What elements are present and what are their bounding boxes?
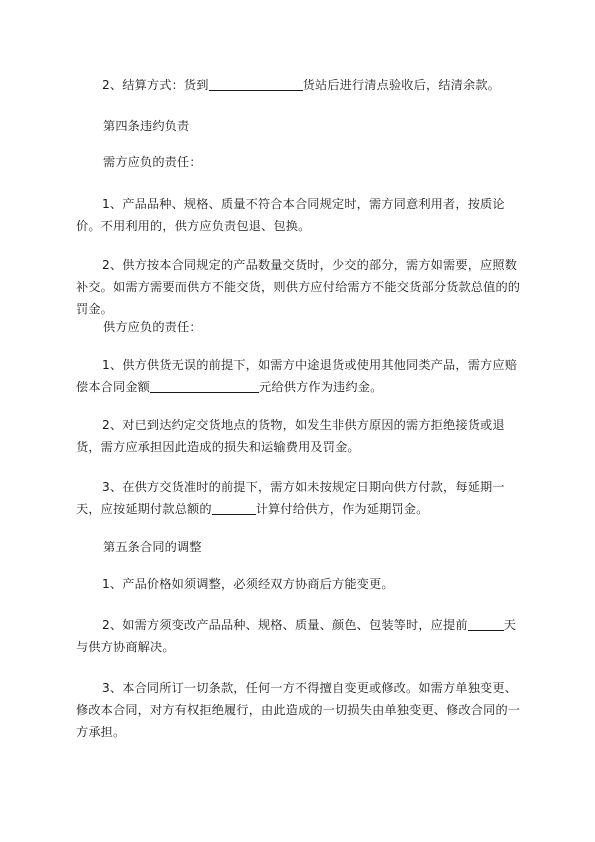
- supplier-item-1-before: 1、供方供货无误的前提下，如需方中途退货或使用其他同类产品，需方应赔偿本合同金额: [76, 358, 518, 394]
- adjust-item-1: 1、产品价格如须调整，必须经双方协商后方能变更。: [102, 577, 394, 591]
- days-notice-blank: [468, 618, 504, 631]
- adjust-item-2: [76, 614, 526, 658]
- supplier-item-3-before: 3、在供方交货准时的前提下，需方如未按规定日期向供方付款，每延期一天，应按延期付款总额的: [76, 480, 505, 516]
- supplier-item-1: [76, 354, 526, 398]
- adjust-item-2-after: 天与供方协商解决。: [76, 618, 517, 654]
- supplier-item-3: [76, 476, 526, 520]
- adjust-item-2-before: 2、如需方须变改产品品种、规格、质量、颜色、包装等时，应提前: [102, 618, 468, 632]
- settlement-text-before: 2、结算方式：货到: [102, 78, 209, 92]
- article-5-heading: 第五条合同的调整: [103, 540, 202, 554]
- destination-blank: [209, 78, 303, 91]
- article-4-heading: 第四条违约负责: [103, 119, 190, 133]
- settlement-clause: [76, 74, 526, 96]
- buyer-responsibility-heading: 需方应负的责任：: [103, 155, 202, 169]
- supplier-responsibility-heading: 供方应负的责任：: [103, 320, 202, 334]
- contract-amount-blank: [150, 380, 259, 393]
- adjust-item-3: 3、本合同所订一切条款，任何一方不得擅自变更或修改。如需方单独变更、修改本合同，对方有权拒绝履行，由此造成的一切损失由单独变更、修改合同的一方承担。: [76, 681, 521, 739]
- supplier-item-2: 2、对已到达约定交货地点的货物，如发生非供方原因的需方拒绝接货或退货，需方应承担因此造成的损失和运输费用及罚金。: [76, 418, 505, 454]
- buyer-item-1: 1、产品品种、规格、质量不符合本合同规定时，需方同意利用者，按质论价。不用利用的，供方应负责包退、包换。: [76, 197, 505, 233]
- supplier-item-1-after: 元给供方作为违约金。: [259, 380, 383, 394]
- settlement-text-after: 货站后进行清点验收后，结清余款。: [302, 78, 501, 92]
- supplier-item-3-after: 计算付给供方，作为延期罚金。: [255, 502, 429, 516]
- penalty-rate-blank: [212, 502, 256, 515]
- buyer-item-2: 2、供方按本合同规定的产品数量交货时，少交的部分，需方如需要，应照数补交。如需方需要而供方不能交货，则供方应付给需方不能交货部分货款总值的的罚金。: [76, 258, 521, 316]
